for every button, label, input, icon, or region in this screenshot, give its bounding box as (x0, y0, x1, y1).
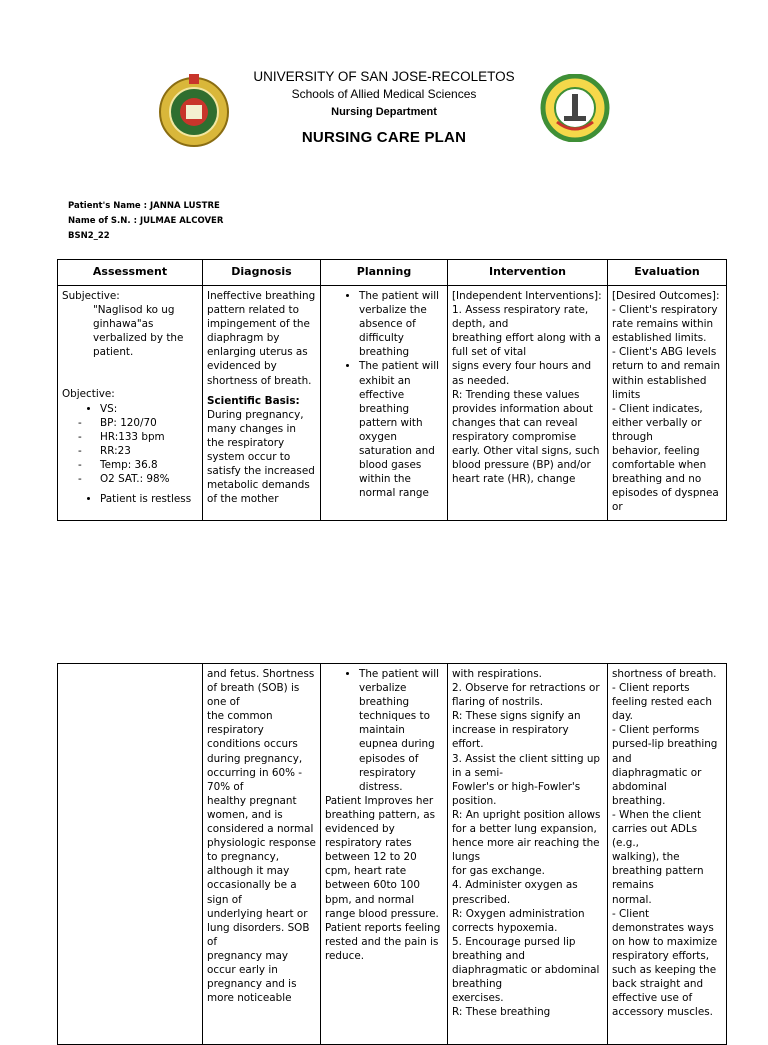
subjective-text: "Naglisod ko ug ginhawa"as verbalized by the patient. (93, 304, 184, 359)
column-header-evaluation: Evaluation (608, 260, 727, 286)
student-nurse-name: Name of S.N. : JULMAE ALCOVER (68, 216, 224, 226)
university-name: UNIVERSITY OF SAN JOSE-RECOLETOS (253, 69, 515, 84)
scientific-basis-text: During pregnancy, many changes in the respiratory system occur to satisfy the increased metabolic demands of the mother (207, 408, 315, 506)
assessment-cell (58, 286, 203, 521)
subjective-label: Subjective: (62, 290, 120, 302)
planning-goal: • The patient will exhibit an effective breathing pattern with oxygen saturation and blood gases within the normal range (359, 359, 443, 500)
intervention-cell (448, 286, 608, 521)
patient-info (68, 199, 223, 244)
planning-outcome-text: Patient Improves her breathing pattern, as evidenced by respiratory rates between 12 to 20 cpm, heart rate between 60to 100 bpm, and normal range blood pressure. Patient reports feeling rested and the pain is reduce. (325, 794, 441, 962)
care-plan-table (57, 259, 727, 521)
column-header-assessment: Assessment (58, 260, 203, 286)
table-row (58, 286, 727, 521)
planning-cell (321, 664, 448, 1045)
assessment-cell (58, 664, 203, 1045)
objective-label: Objective: (62, 388, 115, 401)
diagnosis-continued-text: and fetus. Shortness of breath (SOB) is one of the common respiratory conditions occurs during pregnancy, occurring in 60% - 70% of healthy pregnant women, and is considered a normal physiologic response to pregnancy, although it may occasionally be a sign of underlying heart or lung disorders. SOB of pregnancy may occur early in pregnancy and is more noticeable (207, 668, 316, 1005)
care-plan-table-continued (57, 663, 727, 1045)
department-name: Nursing Department (331, 106, 437, 118)
diagnosis-text: Ineffective breathing pattern related to impingement of the diaphragm by enlarging uterus as evidenced by shortness of breath. (207, 290, 316, 387)
vital-hr: - HR:133 bpm (100, 430, 198, 444)
patient-name: Patient's Name : JANNA LUSTRE (68, 201, 220, 211)
evaluation-cell (608, 664, 727, 1045)
planning-goal: • The patient will verbalize the absence of difficulty breathing (359, 289, 443, 359)
diagnosis-cell (203, 286, 321, 521)
evaluation-text: [Desired Outcomes]: - Client's respiratory rate remains within established limits. - Client's ABG levels return to and remain within established limits - Client indicates, either verbally or through behavior, feeling comfortable when breathing and no episodes of dyspnea or (612, 290, 721, 514)
planning-cell (321, 286, 448, 521)
school-name: Schools of Allied Medical Sciences (291, 87, 477, 101)
intervention-continued-text: with respirations. 2. Observe for retractions or flaring of nostrils. R: These signs signify an increase in respiratory effort. 3. Assist the client sitting up in a semi- Fowler's or high-Fowler's position. R: An upright position allows for a better lung expansion, hence more air reaching the lungs for gas exchange. 4. Administer oxygen as prescribed. R: Oxygen administration corrects hypoxemia. 5. Encourage pursed lip breathing and diaphragmatic or abdominal breathing exercises. R: These breathing (452, 668, 601, 1019)
vital-rr: - RR:23 (100, 444, 198, 458)
planning-goal: • The patient will verbalize breathing techniques to maintain eupnea during episodes of respiratory distress. (359, 667, 443, 794)
vital-bp: - BP: 120/70 (100, 416, 198, 430)
column-header-planning: Planning (321, 260, 448, 286)
scientific-basis-label: Scientific Basis: (207, 394, 300, 407)
intervention-text: [Independent Interventions]: 1. Assess respiratory rate, depth, and breathing effort along with a full set of vital signs every four hours and as needed. R: Trending these values provides information about changes that can reveal respiratory compromise early. Other vital signs, such blood pressure (BP) and/or heart rate (HR), change (452, 290, 602, 486)
diagnosis-cell (203, 664, 321, 1045)
header-row (58, 260, 727, 286)
intervention-cell (448, 664, 608, 1045)
column-header-diagnosis: Diagnosis (203, 260, 321, 286)
document-title: NURSING CARE PLAN (301, 129, 467, 146)
table-row (58, 664, 727, 1045)
section: BSN2_22 (68, 231, 110, 241)
vital-temp: - Temp: 36.8 (100, 458, 198, 472)
vs-label: • VS: (100, 402, 198, 416)
document-header (0, 68, 768, 146)
column-header-intervention: Intervention (448, 260, 608, 286)
evaluation-cell (608, 286, 727, 521)
evaluation-continued-text: shortness of breath. - Client reports feeling rested each day. - Client performs pursed-lip breathing and diaphragmatic or abdominal breathing. - When the client carries out ADLs (e.g., walking), the breathing pattern remains normal. - Client demonstrates ways on how to maximize respiratory efforts, such as keeping the back straight and effective use of accessory muscles. (612, 668, 718, 1019)
vital-o2: - O2 SAT.: 98% (100, 472, 198, 486)
assessment-extra: • Patient is restless (100, 492, 198, 506)
